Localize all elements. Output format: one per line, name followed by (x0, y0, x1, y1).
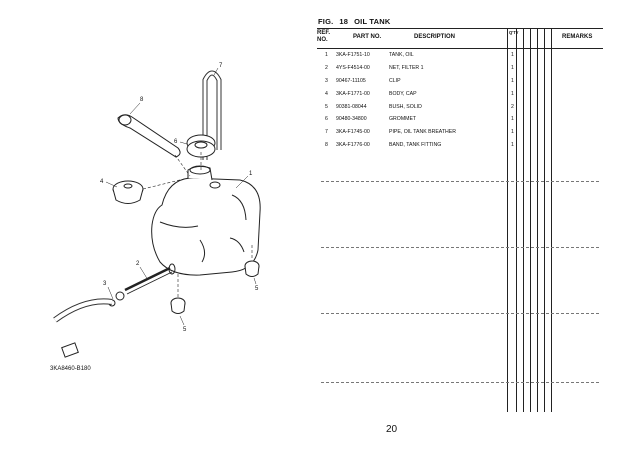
figure-number: 18 (339, 17, 349, 26)
callout-5b: 5 (183, 327, 187, 333)
ref-no-header (317, 30, 330, 44)
row-4-ref: 4 (325, 91, 328, 97)
row-2-ref: 2 (325, 65, 328, 71)
row-2-description: NET, FILTER 1 (389, 65, 424, 71)
description-header: DESCRIPTION (414, 34, 456, 40)
row-6-description: GROMMET (389, 116, 417, 122)
row-4-part-no: 3KA-F1771-00 (336, 91, 370, 97)
column-divider (551, 28, 552, 412)
row-6-part-no: 90480-34800 (336, 116, 367, 122)
row-5-part-no: 90381-08044 (336, 104, 367, 110)
callout-8: 8 (140, 97, 144, 103)
callout-3: 3 (103, 281, 107, 287)
row-1-ref: 1 (325, 52, 328, 58)
row-4-description: BODY, CAP (389, 91, 417, 97)
row-5-ref: 5 (325, 104, 328, 110)
row-1-qty: 1 (511, 52, 514, 58)
exploded-parts-diagram (0, 0, 315, 451)
page-number: 20 (386, 424, 398, 435)
row-2-qty: 1 (511, 65, 514, 71)
row-2-part-no: 4YS-F4514-00 (336, 65, 370, 71)
column-divider (507, 28, 508, 412)
figure-title (318, 17, 396, 26)
column-divider (516, 28, 517, 412)
blank-row-separator (321, 313, 599, 314)
row-3-ref: 3 (325, 78, 328, 84)
blank-row-separator (321, 181, 599, 182)
callout-4: 4 (100, 179, 104, 185)
row-5-description: BUSH, SOLID (389, 104, 422, 110)
row-6-ref: 6 (325, 116, 328, 122)
row-5-qty: 2 (511, 104, 514, 110)
table-header-border (317, 48, 603, 49)
qty-header: Q'TY (509, 30, 519, 35)
table-top-border (317, 28, 603, 29)
column-divider (530, 28, 531, 412)
row-7-ref: 7 (325, 129, 328, 135)
row-7-description: PIPE, OIL TANK BREATHER (389, 129, 456, 135)
blank-row-separator (321, 382, 599, 383)
row-7-part-no: 3KA-F1745-00 (336, 129, 370, 135)
column-divider (537, 28, 538, 412)
diagram-code: 3KA8460-B180 (50, 366, 91, 372)
row-6-qty: 1 (511, 116, 514, 122)
column-divider (523, 28, 524, 412)
row-3-part-no: 90467-11105 (336, 78, 366, 84)
figure-name: OIL TANK (354, 17, 391, 26)
oil-tank-illustration (0, 0, 315, 451)
blank-row-separator (321, 247, 599, 248)
part-no-header: PART NO. (353, 34, 382, 40)
row-3-description: CLIP (389, 78, 401, 84)
row-3-qty: 1 (511, 78, 514, 84)
row-8-part-no: 3KA-F1776-00 (336, 142, 370, 148)
row-4-qty: 1 (511, 91, 514, 97)
callout-6: 6 (174, 139, 178, 145)
parts-table (317, 28, 603, 412)
no-header: NO. (317, 37, 328, 43)
row-8-description: BAND, TANK FITTING (389, 142, 442, 148)
column-divider (544, 28, 545, 412)
row-7-qty: 1 (511, 129, 514, 135)
figure-label: FIG. (318, 17, 334, 26)
row-8-qty: 1 (511, 142, 514, 148)
callout-5a: 5 (255, 286, 259, 292)
ref-header: REF. (317, 30, 331, 36)
remarks-header: REMARKS (562, 34, 593, 40)
row-1-description: TANK, OIL (389, 52, 414, 58)
row-1-part-no: 3KA-F1751-10 (336, 52, 370, 58)
callout-7: 7 (219, 63, 223, 69)
callout-1: 1 (249, 171, 253, 177)
callout-2: 2 (136, 261, 140, 267)
row-8-ref: 8 (325, 142, 328, 148)
